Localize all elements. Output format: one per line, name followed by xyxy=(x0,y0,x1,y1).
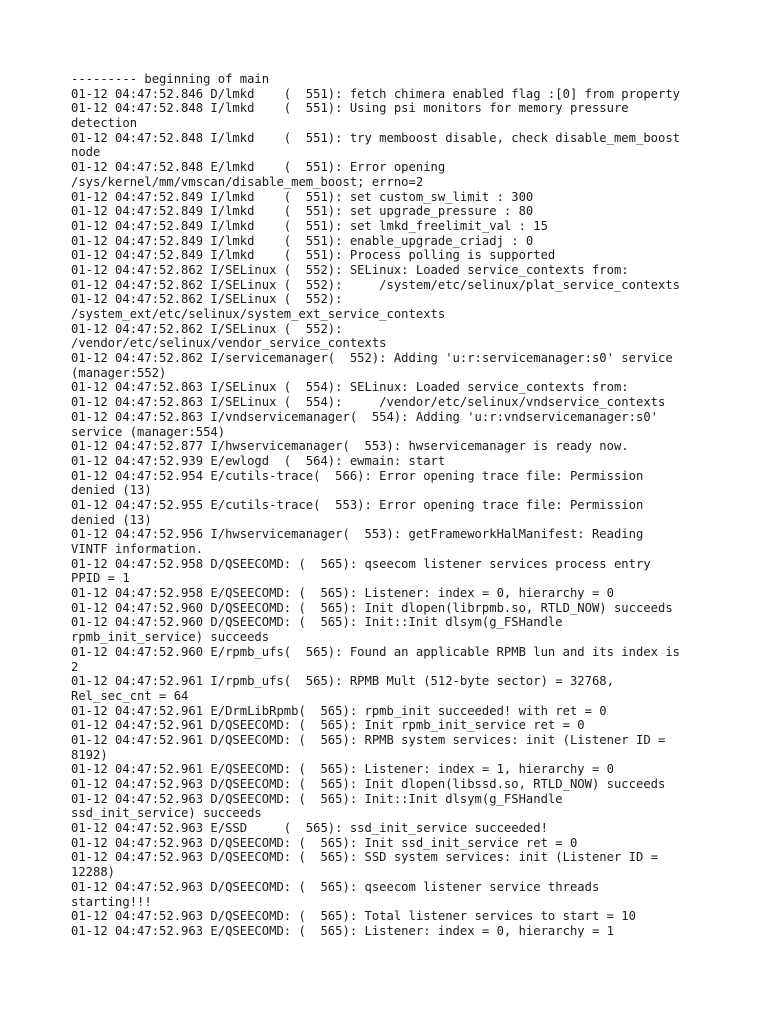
log-line: 01-12 04:47:52.849 I/lmkd ( 551): Process polling is supported xyxy=(71,248,556,263)
log-line: 01-12 04:47:52.956 I/hwservicemanager( 553): getFrameworkHalManifest: Reading xyxy=(71,527,644,542)
log-line: ssd_init_service) succeeds xyxy=(71,806,262,821)
log-line: 01-12 04:47:52.963 D/QSEECOMD: ( 565): Init::Init dlsym(g_FSHandle xyxy=(71,791,563,806)
log-line: denied (13) xyxy=(71,483,152,498)
log-line: 01-12 04:47:52.963 D/QSEECOMD: ( 565): Init dlopen(libssd.so, RTLD_NOW) succeeds xyxy=(71,777,666,791)
log-line: 01-12 04:47:52.963 D/QSEECOMD: ( 565): qseecom listener service threads xyxy=(71,879,600,894)
log-line: 01-12 04:47:52.960 E/rpmb_ufs( 565): Found an applicable RPMB lun and its index is xyxy=(71,644,681,659)
log-line: /vendor/etc/selinux/vendor_service_contexts xyxy=(71,336,387,351)
log-line: 01-12 04:47:52.961 D/QSEECOMD: ( 565): RPMB system services: init (Listener ID = xyxy=(71,732,666,747)
log-line: PPID = 1 xyxy=(71,571,130,586)
log-line: 01-12 04:47:52.849 I/lmkd ( 551): set lmkd_freelimit_val : 15 xyxy=(71,218,548,233)
log-line: 01-12 04:47:52.877 I/hwservicemanager( 553): hwservicemanager is ready now. xyxy=(71,439,629,454)
log-line: /sys/kernel/mm/vmscan/disable_mem_boost; errno=2 xyxy=(71,174,424,189)
log-line: 01-12 04:47:52.963 D/QSEECOMD: ( 565): SSD system services: init (Listener ID = xyxy=(71,850,658,865)
log-line: 01-12 04:47:52.955 E/cutils-trace( 553): Error opening trace file: Permission xyxy=(71,497,644,512)
log-line: 01-12 04:47:52.961 E/DrmLibRpmb( 565): rpmb_init succeeded! with ret = 0 xyxy=(71,703,607,718)
log-line: 01-12 04:47:52.963 D/QSEECOMD: ( 565): Total listener services to start = 10 xyxy=(71,909,636,924)
log-line: service (manager:554) xyxy=(71,424,226,439)
log-line: 01-12 04:47:52.849 I/lmkd ( 551): enable_upgrade_criadj : 0 xyxy=(71,233,534,248)
log-line: 01-12 04:47:52.939 E/ewlogd ( 564): ewmain: start xyxy=(71,453,446,468)
log-line: 01-12 04:47:52.848 I/lmkd ( 551): Using psi monitors for memory pressure xyxy=(71,101,629,116)
log-line: 01-12 04:47:52.954 E/cutils-trace( 566): Error opening trace file: Permission xyxy=(71,468,644,483)
log-line: denied (13) xyxy=(71,512,152,527)
log-line: 01-12 04:47:52.862 I/SELinux ( 552): xyxy=(71,321,343,336)
log-line: 01-12 04:47:52.961 D/QSEECOMD: ( 565): Init rpmb_init_service ret = 0 xyxy=(71,718,585,733)
log-line: 01-12 04:47:52.848 E/lmkd ( 551): Error opening xyxy=(71,160,446,175)
log-line: 01-12 04:47:52.849 I/lmkd ( 551): set upgrade_pressure : 80 xyxy=(71,204,534,219)
log-line: 01-12 04:47:52.863 I/vndservicemanager( 554): Adding 'u:r:vndservicemanager:s0' xyxy=(71,409,658,424)
log-line: rpmb_init_service) succeeds xyxy=(71,630,270,645)
log-line: 01-12 04:47:52.960 D/QSEECOMD: ( 565): Init::Init dlsym(g_FSHandle xyxy=(71,615,563,630)
log-line: --------- beginning of main xyxy=(71,72,270,86)
log-line: 01-12 04:47:52.961 E/QSEECOMD: ( 565): Listener: index = 1, hierarchy = 0 xyxy=(71,762,614,777)
log-line: 01-12 04:47:52.846 D/lmkd ( 551): fetch chimera enabled flag :[0] from property xyxy=(71,86,681,101)
log-line: 01-12 04:47:52.963 E/QSEECOMD: ( 565): Listener: index = 0, hierarchy = 1 xyxy=(71,923,614,938)
log-document xyxy=(71,72,711,939)
log-line: Rel_sec_cnt = 64 xyxy=(71,688,189,703)
log-line: 01-12 04:47:52.848 I/lmkd ( 551): try memboost disable, check disable_mem_boost xyxy=(71,130,681,145)
log-line: detection xyxy=(71,116,138,131)
log-line: 01-12 04:47:52.849 I/lmkd ( 551): set custom_sw_limit : 300 xyxy=(71,189,534,204)
log-line: 12288) xyxy=(71,865,116,880)
log-line: 8192) xyxy=(71,747,108,762)
log-line: 01-12 04:47:52.862 I/SELinux ( 552): xyxy=(71,292,343,307)
log-line: 2 xyxy=(71,659,79,674)
log-line: (manager:552) xyxy=(71,365,167,380)
log-line: 01-12 04:47:52.862 I/SELinux ( 552): /system/etc/selinux/plat_service_contexts xyxy=(71,277,681,292)
log-line: 01-12 04:47:52.963 D/QSEECOMD: ( 565): Init ssd_init_service ret = 0 xyxy=(71,835,578,850)
log-line: 01-12 04:47:52.863 I/SELinux ( 554): SELinux: Loaded service_contexts from: xyxy=(71,380,629,395)
log-line: starting!!! xyxy=(71,894,152,909)
log-line: 01-12 04:47:52.958 D/QSEECOMD: ( 565): qseecom listener services process entry xyxy=(71,556,651,571)
log-line: 01-12 04:47:52.960 D/QSEECOMD: ( 565): Init dlopen(librpmb.so, RTLD_NOW) succeeds xyxy=(71,600,673,615)
log-line: 01-12 04:47:52.862 I/SELinux ( 552): SELinux: Loaded service_contexts from: xyxy=(71,262,629,277)
log-line: 01-12 04:47:52.862 I/servicemanager( 552): Adding 'u:r:servicemanager:s0' service xyxy=(71,351,673,366)
log-line: node xyxy=(71,145,101,160)
log-line: VINTF information. xyxy=(71,542,204,556)
log-line: 01-12 04:47:52.961 I/rpmb_ufs( 565): RPMB Mult (512-byte sector) = 32768, xyxy=(71,674,614,689)
log-line: 01-12 04:47:52.963 E/SSD ( 565): ssd_init_service succeeded! xyxy=(71,821,548,836)
log-line: 01-12 04:47:52.958 E/QSEECOMD: ( 565): Listener: index = 0, hierarchy = 0 xyxy=(71,586,614,601)
log-line: 01-12 04:47:52.863 I/SELinux ( 554): /vendor/etc/selinux/vndservice_contexts xyxy=(71,395,666,410)
log-line: /system_ext/etc/selinux/system_ext_service_contexts xyxy=(71,307,446,321)
